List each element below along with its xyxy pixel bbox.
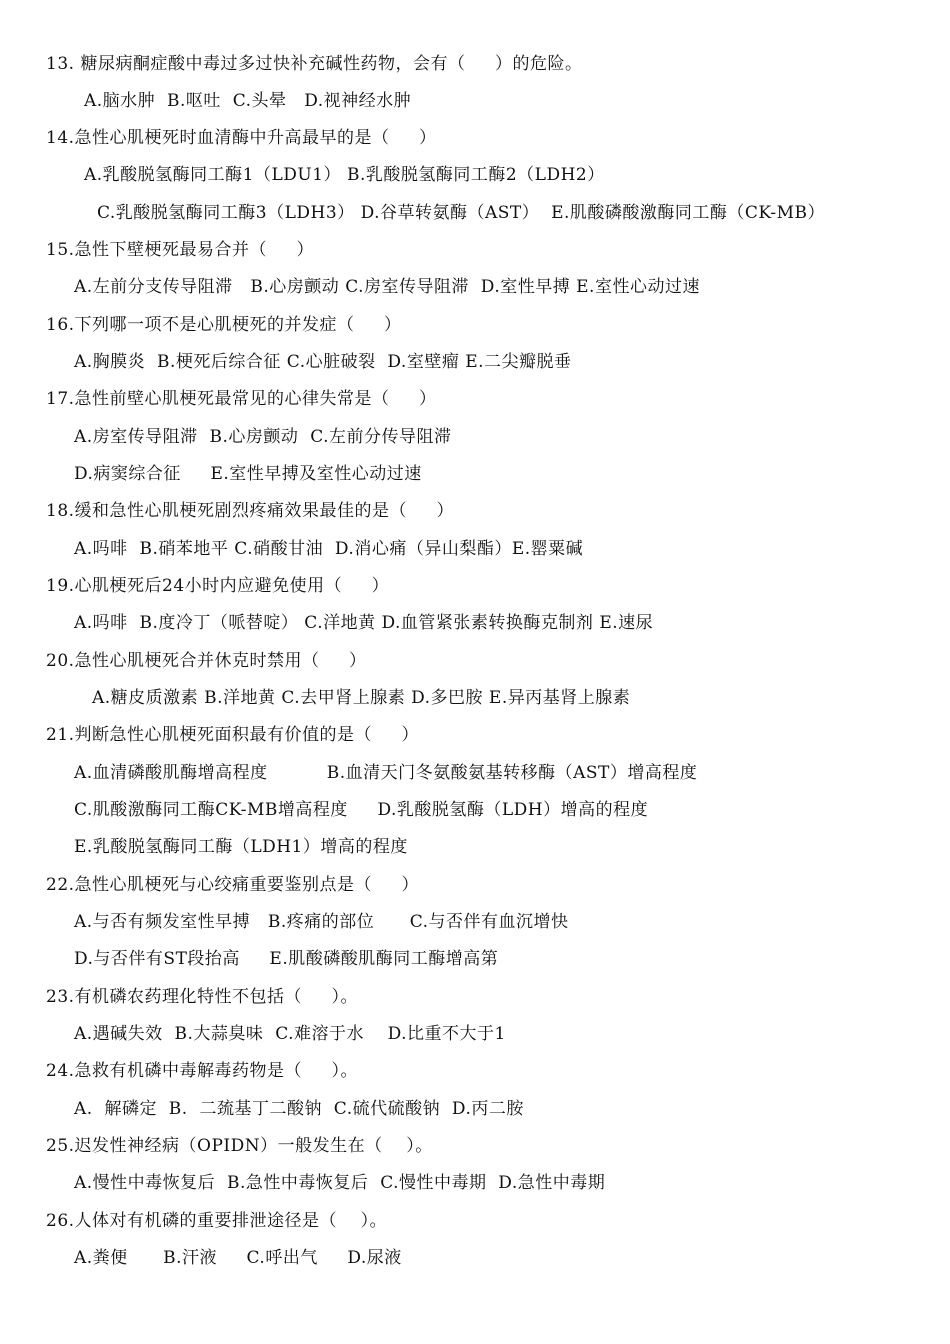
question-20: 20.急性心肌梗死合并休克时禁用（ ）	[46, 651, 367, 671]
options-15: A.左前分支传导阻滞 B.心房颤动 C.房室传导阻滞 D.室性早搏 E.室性心动过速	[74, 277, 700, 297]
question-18: 18.缓和急性心肌梗死剧烈疼痛效果最佳的是（ ）	[46, 501, 455, 521]
options-16: A.胸膜炎 B.梗死后综合征 C.心脏破裂 D.室壁瘤 E.二尖瓣脱垂	[74, 352, 572, 372]
question-19: 19.心肌梗死后24小时内应避免使用（ ）	[46, 576, 390, 596]
question-24: 24.急救有机磷中毒解毒药物是（ ）。	[46, 1061, 359, 1081]
options-22-line1: A.与否有频发室性早搏 B.疼痛的部位 C.与否伴有血沉增快	[74, 912, 569, 932]
options-17-line2: D.病窦综合征 E.室性早搏及室性心动过速	[74, 464, 422, 484]
options-24: A. 解磷定 B. 二巯基丁二酸钠 C.硫代硫酸钠 D.丙二胺	[74, 1099, 524, 1119]
options-14-line1: A.乳酸脱氢酶同工酶1（LDU1） B.乳酸脱氢酶同工酶2（LDH2）	[84, 165, 605, 185]
question-14: 14.急性心肌梗死时血清酶中升高最早的是（ ）	[46, 128, 437, 148]
options-19: A.吗啡 B.度冷丁（哌替啶） C.洋地黄 D.血管紧张素转换酶克制剂 E.速尿	[74, 613, 654, 633]
options-21-line3: E.乳酸脱氢酶同工酶（LDH1）增高的程度	[74, 837, 408, 857]
question-26: 26.人体对有机磷的重要排泄途径是（ ）。	[46, 1211, 388, 1231]
options-21-line1: A.血清磷酸肌酶增高程度 B.血清天门冬氨酸氨基转移酶（AST）增高程度	[74, 763, 698, 783]
question-23: 23.有机磷农药理化特性不包括（ ）。	[46, 987, 359, 1007]
options-18: A.吗啡 B.硝苯地平 C.硝酸甘油 D.消心痛（异山梨酯）E.罂粟碱	[74, 539, 584, 559]
options-13: A.脑水肿 B.呕吐 C.头晕 D.视神经水肿	[84, 91, 412, 111]
question-22: 22.急性心肌梗死与心绞痛重要鉴别点是（ ）	[46, 875, 420, 895]
options-17-line1: A.房室传导阻滞 B.心房颤动 C.左前分传导阻滞	[74, 427, 452, 447]
question-15: 15.急性下壁梗死最易合并（ ）	[46, 240, 315, 260]
options-26: A.粪便 B.汗液 C.呼出气 D.尿液	[74, 1248, 402, 1268]
options-21-line2: C.肌酸激酶同工酶CK-MB增高程度 D.乳酸脱氢酶（LDH）增高的程度	[74, 800, 649, 820]
question-17: 17.急性前壁心肌梗死最常见的心律失常是（ ）	[46, 389, 437, 409]
question-13: 13. 糖尿病酮症酸中毒过多过快补充碱性药物，会有（ ）的危险。	[46, 54, 583, 74]
question-16: 16.下列哪一项不是心肌梗死的并发症（ ）	[46, 315, 402, 335]
options-22-line2: D.与否伴有ST段抬高 E.肌酸磷酸肌酶同工酶增高第	[74, 949, 499, 969]
options-25: A.慢性中毒恢复后 B.急性中毒恢复后 C.慢性中毒期 D.急性中毒期	[74, 1173, 606, 1193]
question-25: 25.迟发性神经病（OPIDN）一般发生在（ ）。	[46, 1136, 433, 1156]
options-23: A.遇碱失效 B.大蒜臭味 C.难溶于水 D.比重不大于1	[74, 1024, 506, 1044]
options-20: A.糖皮质激素 B.洋地黄 C.去甲肾上腺素 D.多巴胺 E.异丙基肾上腺素	[92, 688, 631, 708]
options-14-line2: C.乳酸脱氢酶同工酶3（LDH3） D.谷草转氨酶（AST） E.肌酸磷酸激酶同工酶（CK-MB）	[97, 203, 826, 223]
question-21: 21.判断急性心肌梗死面积最有价值的是（ ）	[46, 725, 420, 745]
